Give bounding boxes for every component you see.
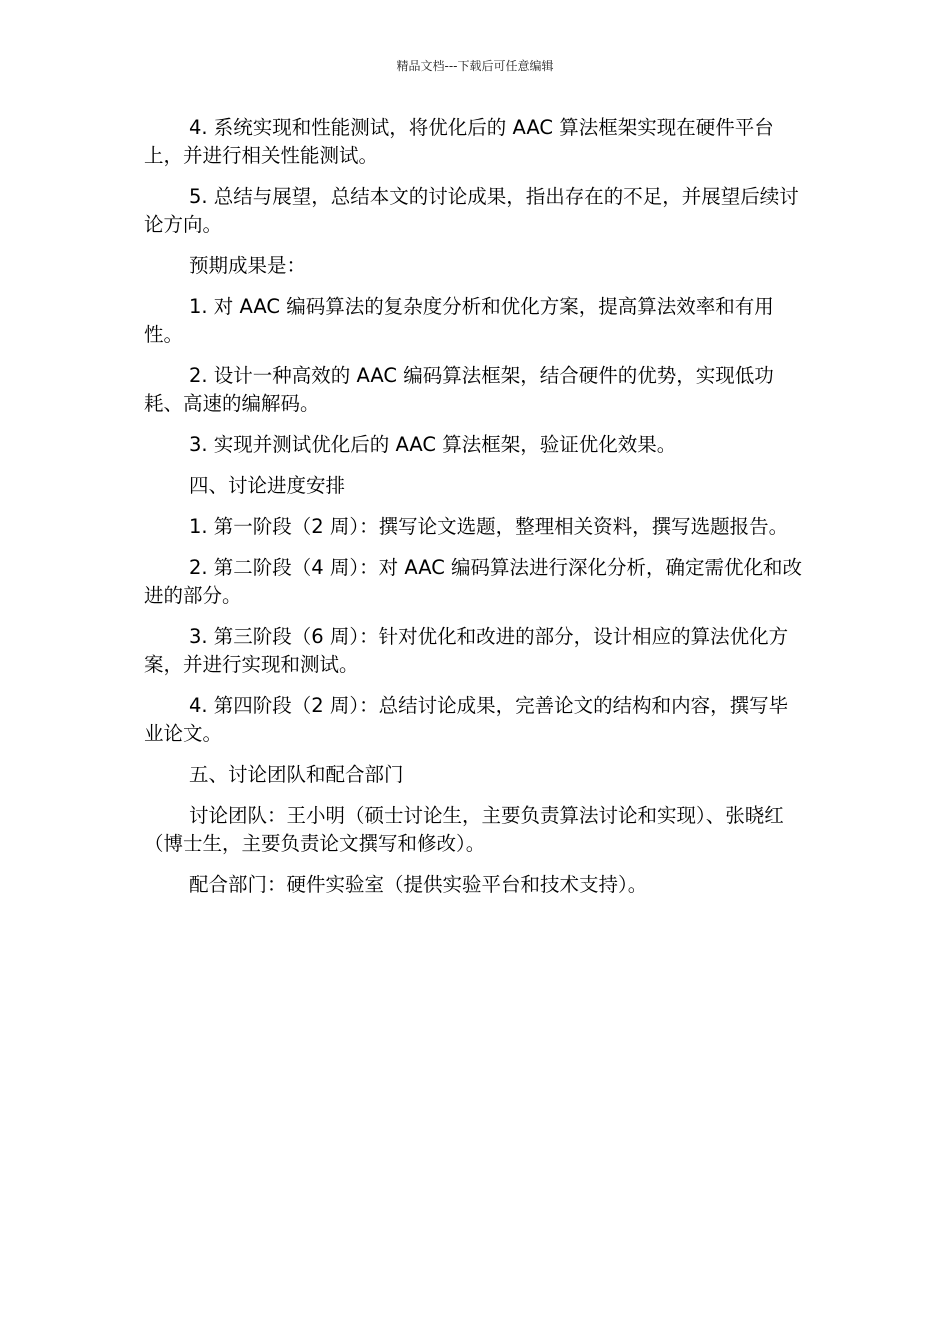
paragraph-result-1: 1. 对 AAC 编码算法的复杂度分析和优化方案，提高算法效率和有用性。 <box>144 295 774 346</box>
paragraph-phase-3: 3. 第三阶段（6 周）：针对优化和改进的部分，设计相应的算法优化方案，并进行实现和测试。 <box>144 625 789 676</box>
paragraph-phase-1: 1. 第一阶段（2 周）：撰写论文选题，整理相关资料，撰写选题报告。 <box>189 515 789 538</box>
paragraph-step-5: 5. 总结与展望，总结本文的讨论成果，指出存在的不足，并展望后续讨论方向。 <box>144 185 799 236</box>
paragraph-result-2: 2. 设计一种高效的 AAC 编码算法框架，结合硬件的优势，实现低功耗、高速的编解码。 <box>144 364 774 415</box>
paragraph-expected-results-heading: 预期成果是： <box>189 254 307 277</box>
paragraph-result-3: 3. 实现并测试优化后的 AAC 算法框架，验证优化效果。 <box>189 433 677 456</box>
paragraph-team: 讨论团队：王小明（硕士讨论生，主要负责算法讨论和实现）、张晓红（博士生，主要负责论文撰写和修改）。 <box>144 804 784 855</box>
document-body <box>144 114 804 912</box>
section-heading-team: 五、讨论团队和配合部门 <box>189 763 404 786</box>
paragraph-step-4: 4. 系统实现和性能测试，将优化后的 AAC 算法框架实现在硬件平台上，并进行相关性能测试。 <box>144 116 774 167</box>
page-header: 精品文档---下载后可任意编辑 <box>396 59 554 73</box>
paragraph-cooperating-department: 配合部门：硬件实验室（提供实验平台和技术支持）。 <box>189 873 648 896</box>
section-heading-schedule: 四、讨论进度安排 <box>189 474 346 497</box>
paragraph-phase-2: 2. 第二阶段（4 周）：对 AAC 编码算法进行深化分析，确定需优化和改进的部分。 <box>144 556 803 607</box>
paragraph-phase-4: 4. 第四阶段（2 周）：总结讨论成果，完善论文的结构和内容，撰写毕业论文。 <box>144 694 789 745</box>
